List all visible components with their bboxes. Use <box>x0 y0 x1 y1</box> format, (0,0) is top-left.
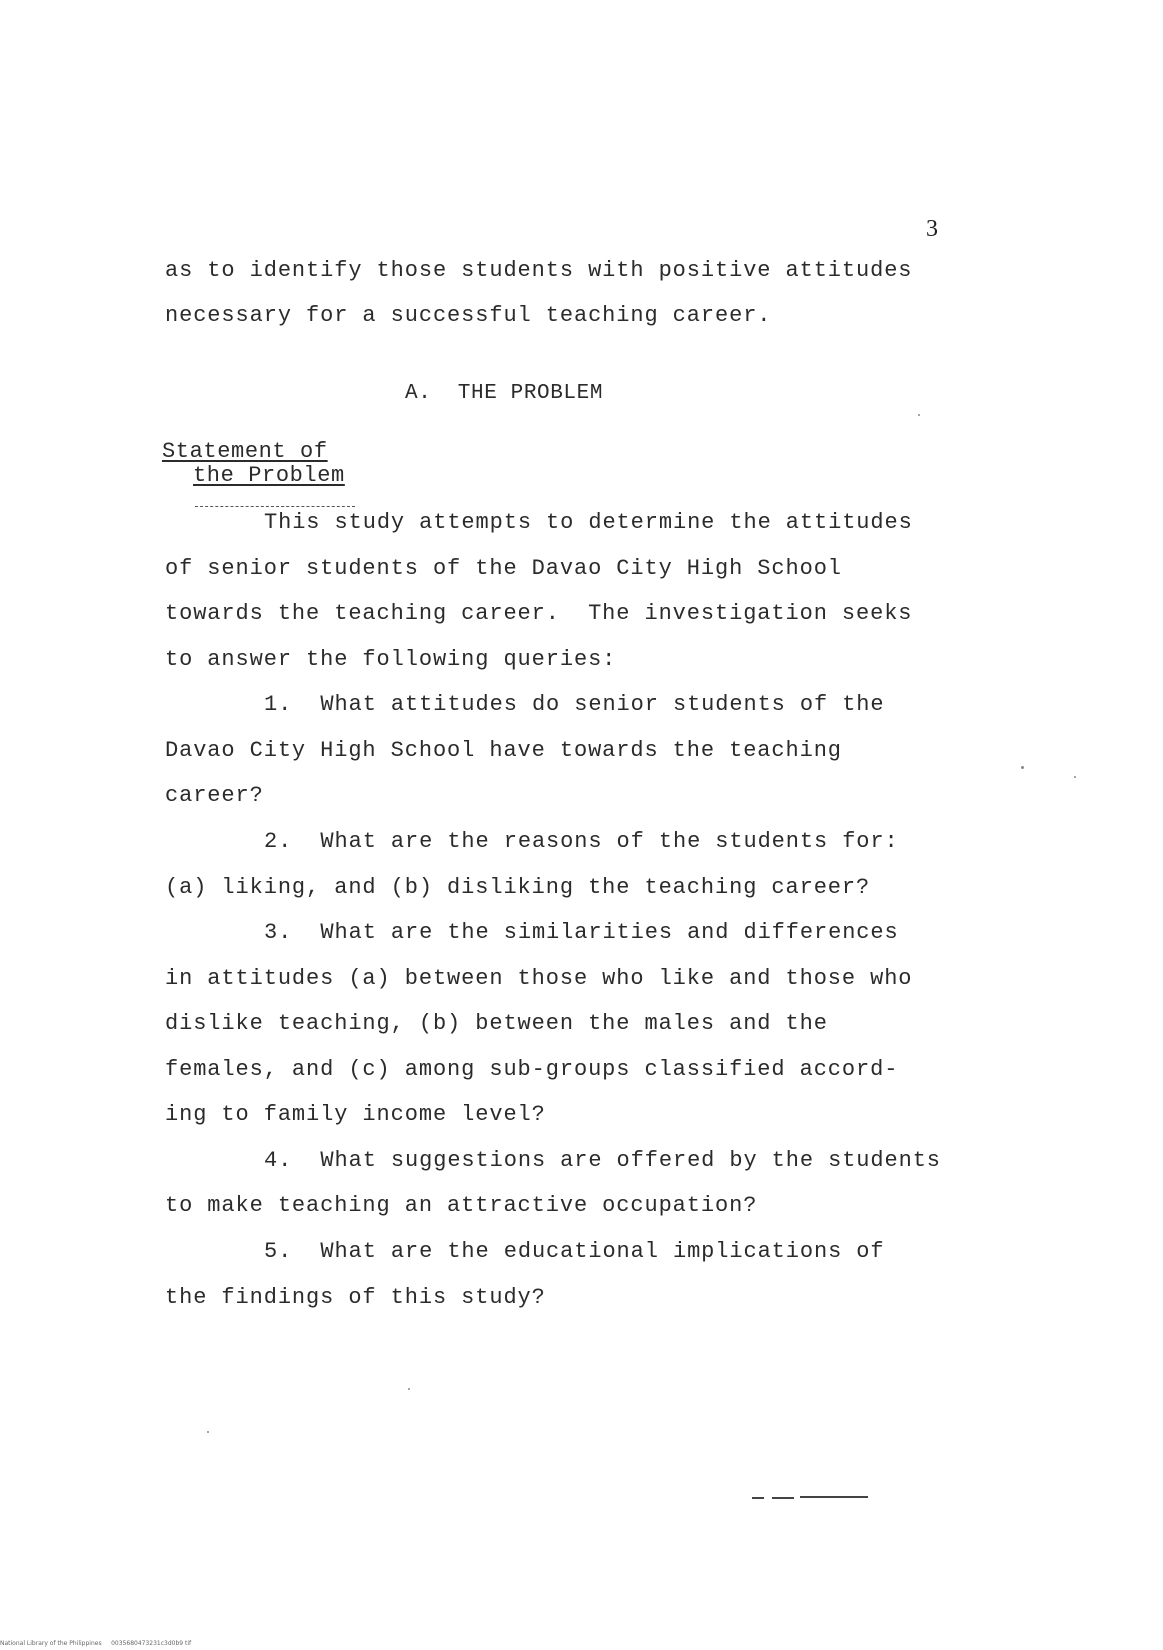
question-2-line-2: (a) liking, and (b) disliking the teaching career? <box>165 875 871 900</box>
scan-speck <box>1021 766 1024 769</box>
scan-speck <box>1074 776 1076 778</box>
question-3-line-2: in attitudes (a) between those who like and those who <box>165 966 913 991</box>
side-heading-line-1: Statement of <box>162 439 328 464</box>
side-heading-line-2: the Problem <box>193 463 345 488</box>
question-2-line-1: 2. What are the reasons of the students for: <box>264 829 899 854</box>
intro-line-1: as to identify those students with positive attitudes <box>165 258 913 283</box>
scan-speck <box>408 1388 410 1390</box>
page-number: 3 <box>926 216 938 242</box>
question-3-line-1: 3. What are the similarities and differences <box>264 920 899 945</box>
paragraph-line-1: This study attempts to determine the attitudes <box>264 510 913 535</box>
scan-speck <box>918 414 920 416</box>
question-3-line-4: females, and (c) among sub-groups classified accord- <box>165 1057 899 1082</box>
scan-speck <box>207 1431 209 1433</box>
question-4-line-2: to make teaching an attractive occupation? <box>165 1193 758 1218</box>
question-5-line-1: 5. What are the educational implications of <box>264 1239 885 1264</box>
side-heading-underline <box>195 506 355 507</box>
question-4-line-1: 4. What suggestions are offered by the students <box>264 1148 941 1173</box>
question-1-line-3: career? <box>165 783 264 808</box>
scan-mark <box>800 1496 868 1498</box>
paragraph-line-2: of senior students of the Davao City High School <box>165 556 842 581</box>
section-heading: A. THE PROBLEM <box>405 382 604 405</box>
paragraph-line-4: to answer the following queries: <box>165 647 617 672</box>
scan-mark <box>772 1497 794 1499</box>
scan-mark <box>752 1497 764 1499</box>
footer-scan-label: National Library of the Philippines 0035680473231c3d0b9 tif <box>0 1640 192 1647</box>
question-3-line-5: ing to family income level? <box>165 1102 546 1127</box>
question-3-line-3: dislike teaching, (b) between the males and the <box>165 1011 828 1036</box>
question-5-line-2: the findings of this study? <box>165 1285 546 1310</box>
question-1-line-1: 1. What attitudes do senior students of the <box>264 692 885 717</box>
question-1-line-2: Davao City High School have towards the teaching <box>165 738 842 763</box>
intro-line-2: necessary for a successful teaching career. <box>165 303 772 328</box>
paragraph-line-3: towards the teaching career. The investigation seeks <box>165 601 913 626</box>
